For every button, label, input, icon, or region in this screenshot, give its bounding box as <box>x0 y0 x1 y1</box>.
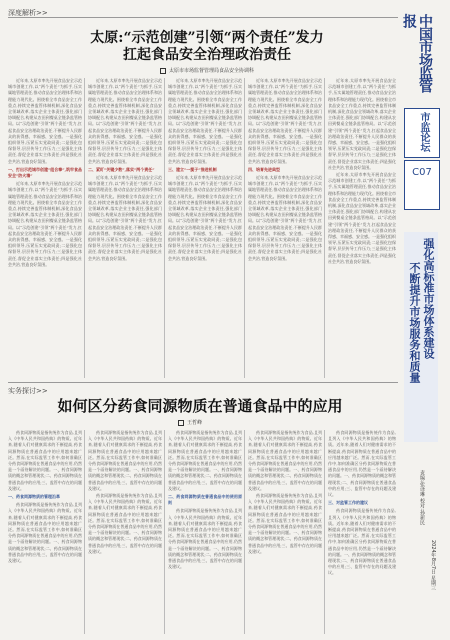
article1-paragraph: 近年来,太原市率先开展食品安全示范城市创建工作,以“两个责任”为抓手,压实属地管理责任,推动食品安全治理体系和治理能力现代化。围绕着全市食品安全工作重点,持续完善监管体制机制,深化食品安全领域改革,落实企业主体责任,强化部门协调配合,构建从农田到餐桌全链条监管格局。以“示范创建”引领“两个责任”发力,扛起食品安全治理政治责任,不断提升人民群众的获得感、幸福感、安全感。一是强化组织领导,压紧压实党政同责;二是强化包保督导,层层传导工作压力;三是强化主体责任,督促企业落实主体责任;四是强化社会共治,营造良好氛围。 <box>8 78 82 164</box>
article1-paragraph: 近年来,太原市率先开展食品安全示范城市创建工作,以“两个责任”为抓手,压实属地管理责任,推动食品安全治理体系和治理能力现代化。围绕着全市食品安全工作重点,持续完善监管体制机制,深化食品安全领域改革,落实企业主体责任,强化部门协调配合,构建从农田到餐桌全链条监管格局。以“示范创建”引领“两个责任”发力,扛起食品安全治理政治责任,不断提升人民群众的获得感、幸福感、安全感。一是强化组织领导,压紧压实党政同责;二是强化包保督导,层层传导工作压力;三是强化主体责任,督促企业落实主体责任;四是强化社会共治,营造良好氛围。 <box>248 175 322 261</box>
article2-column-2 <box>88 430 162 634</box>
article1-column-2 <box>88 78 162 378</box>
column-name: 市监论坛 <box>418 112 429 152</box>
column-divider <box>84 430 85 634</box>
masthead-title: 中国市场监管报 <box>401 14 433 92</box>
article2-paragraph: 药食同源物质是指传统作为食品,且列入《中华人民共和国药典》的物质。近年来,随着人们对健康需求的不断提高,药食同源物质在普通食品中的应用越来越广泛。然而,在实际监管工作中,如何准确区分药食同源物质在普通食品中的应用,仍然是一个亟待解决的问题。一、药食同源物质的概念和管理现状;二、药食同源物质在普通食品中的应用;三、监管中存在的问题及建议。 <box>328 430 396 498</box>
article1-column-5 <box>328 78 396 378</box>
article1-paragraph: 近年来,太原市率先开展食品安全示范城市创建工作,以“两个责任”为抓手,压实属地管理责任,推动食品安全治理体系和治理能力现代化。围绕着全市食品安全工作重点,持续完善监管体制机制,深化食品安全领域改革,落实企业主体责任,强化部门协调配合,构建从农田到餐桌全链条监管格局。以“示范创建”引领“两个责任”发力,扛起食品安全治理政治责任,不断提升人民群众的获得感、幸福感、安全感。一是强化组织领导,压紧压实党政同责;二是强化包保督导,层层传导工作压力;三是强化主体责任,督促企业落实主体责任;四是强化社会共治,营造良好氛围。 <box>168 175 242 261</box>
column-number: C07 <box>404 160 440 210</box>
section-label-top: 深度解析>> <box>8 9 48 17</box>
article2-paragraph: 药食同源物质是指传统作为食品,且列入《中华人民共和国药典》的物质。近年来,随着人们对健康需求的不断提高,药食同源物质在普通食品中的应用越来越广泛。然而,在实际监管工作中,如何准确区分药食同源物质在普通食品中的应用,仍然是一个亟待解决的问题。一、药食同源物质的概念和管理现状;二、药食同源物质在普通食品中的应用;三、监管中存在的问题及建议。 <box>328 508 396 576</box>
editorial-box <box>404 232 438 442</box>
article2-subhead-1: 一、药食同源物质的管理沿革 <box>8 494 60 500</box>
editorial-line-1: 强化高标准市场体系建设 <box>422 238 435 359</box>
article2-column-4 <box>248 430 322 634</box>
article2-paragraph: 药食同源物质是指传统作为食品,且列入《中华人民共和国药典》的物质。近年来,随着人们对健康需求的不断提高,药食同源物质在普通食品中的应用越来越广泛。然而,在实际监管工作中,如何准确区分药食同源物质在普通食品中的应用,仍然是一个亟待解决的问题。一、药食同源物质的概念和管理现状;二、药食同源物质在普通食品中的应用;三、监管中存在的问题及建议。 <box>8 430 82 491</box>
column-divider <box>164 430 165 634</box>
column-name-box <box>404 108 440 158</box>
article2-byline: 王哲峰 <box>178 419 202 426</box>
article1-subhead-1: 一、打出示范城市创建“组合拳”,筑牢食品安全“防火墙” <box>8 166 82 179</box>
article2-column-3 <box>168 430 242 634</box>
article1-paragraph: 近年来,太原市率先开展食品安全示范城市创建工作,以“两个责任”为抓手,压实属地管理责任,推动食品安全治理体系和治理能力现代化。围绕着全市食品安全工作重点,持续完善监管体制机制,深化食品安全领域改革,落实企业主体责任,强化部门协调配合,构建从农田到餐桌全链条监管格局。以“示范创建”引领“两个责任”发力,扛起食品安全治理政治责任,不断提升人民群众的获得感、幸福感、安全感。一是强化组织领导,压紧压实党政同责;二是强化包保督导,层层传导工作压力;三是强化主体责任,督促企业落实主体责任;四是强化社会共治,营造良好氛围。 <box>88 175 162 261</box>
article2-subhead-3: 三、对监管工作的建议 <box>328 500 368 506</box>
article1-byline: 太原市市场监督管理局食品安全协调科 <box>160 67 254 74</box>
article2-paragraph: 药食同源物质是指传统作为食品,且列入《中华人民共和国药典》的物质。近年来,随着人们对健康需求的不断提高,药食同源物质在普通食品中的应用越来越广泛。然而,在实际监管工作中,如何准确区分药食同源物质在普通食品中的应用,仍然是一个亟待解决的问题。一、药食同源物质的概念和管理现状;二、药食同源物质在普通食品中的应用;三、监管中存在的问题及建议。 <box>88 430 162 491</box>
section-label-bottom: 实务探讨>> <box>8 387 48 395</box>
section-rule <box>8 382 398 383</box>
article1-paragraph: 近年来,太原市率先开展食品安全示范城市创建工作,以“两个责任”为抓手,压实属地管理责任,推动食品安全治理体系和治理能力现代化。围绕着全市食品安全工作重点,持续完善监管体制机制,深化食品安全领域改革,落实企业主体责任,强化部门协调配合,构建从农田到餐桌全链条监管格局。以“示范创建”引领“两个责任”发力,扛起食品安全治理政治责任,不断提升人民群众的获得感、幸福感、安全感。一是强化组织领导,压紧压实党政同责;二是强化包保督导,层层传导工作压力;三是强化主体责任,督促企业落实主体责任;四是强化社会共治,营造良好氛围。 <box>88 78 162 164</box>
article1-column-3 <box>168 78 242 378</box>
top-rule <box>8 17 398 18</box>
article1-subhead-2: 二、紧盯“关键少数”,落实“两个责任” <box>88 166 155 172</box>
column-divider <box>324 78 325 378</box>
column-divider <box>244 430 245 634</box>
article2-paragraph: 药食同源物质是指传统作为食品,且列入《中华人民共和国药典》的物质。近年来,随着人们对健康需求的不断提高,药食同源物质在普通食品中的应用越来越广泛。然而,在实际监管工作中,如何准确区分药食同源物质在普通食品中的应用,仍然是一个亟待解决的问题。一、药食同源物质的概念和管理现状;二、药食同源物质在普通食品中的应用;三、监管中存在的问题及建议。 <box>88 493 162 554</box>
masthead <box>401 14 441 104</box>
article1-paragraph: 近年来,太原市率先开展食品安全示范城市创建工作,以“两个责任”为抓手,压实属地管理责任,推动食品安全治理体系和治理能力现代化。围绕着全市食品安全工作重点,持续完善监管体制机制,深化食品安全领域改革,落实企业主体责任,强化部门协调配合,构建从农田到餐桌全链条监管格局。以“示范创建”引领“两个责任”发力,扛起食品安全治理政治责任,不断提升人民群众的获得感、幸福感、安全感。一是强化组织领导,压紧压实党政同责;二是强化包保督导,层层传导工作压力;三是强化主体责任,督促企业落实主体责任;四是强化社会共治,营造良好氛围。 <box>8 181 82 267</box>
editor-info: 责编:张译琳 校对:孙新民 <box>419 470 425 525</box>
article1-paragraph: 近年来,太原市率先开展食品安全示范城市创建工作,以“两个责任”为抓手,压实属地管理责任,推动食品安全治理体系和治理能力现代化。围绕着全市食品安全工作重点,持续完善监管体制机制,深化食品安全领域改革,落实企业主体责任,强化部门协调配合,构建从农田到餐桌全链条监管格局。以“示范创建”引领“两个责任”发力,扛起食品安全治理政治责任,不断提升人民群众的获得感、幸福感、安全感。一是强化组织领导,压紧压实党政同责;二是强化包保督导,层层传导工作压力;三是强化主体责任,督促企业落实主体责任;四是强化社会共治,营造良好氛围。 <box>168 78 242 164</box>
article1-paragraph: 近年来,太原市率先开展食品安全示范城市创建工作,以“两个责任”为抓手,压实属地管理责任,推动食品安全治理体系和治理能力现代化。围绕着全市食品安全工作重点,持续完善监管体制机制,深化食品安全领域改革,落实企业主体责任,强化部门协调配合,构建从农田到餐桌全链条监管格局。以“示范创建”引领“两个责任”发力,扛起食品安全治理政治责任,不断提升人民群众的获得感、幸福感、安全感。一是强化组织领导,压紧压实党政同责;二是强化包保督导,层层传导工作压力;三是强化主体责任,督促企业落实主体责任;四是强化社会共治,营造良好氛围。 <box>248 78 322 164</box>
article2-paragraph: 药食同源物质是指传统作为食品,且列入《中华人民共和国药典》的物质。近年来,随着人们对健康需求的不断提高,药食同源物质在普通食品中的应用越来越广泛。然而,在实际监管工作中,如何准确区分药食同源物质在普通食品中的应用,仍然是一个亟待解决的问题。一、药食同源物质的概念和管理现状;二、药食同源物质在普通食品中的应用;三、监管中存在的问题及建议。 <box>8 502 82 564</box>
article2-column-5 <box>328 430 396 634</box>
article1-column-4 <box>248 78 322 378</box>
article1-subhead-3: 三、建立“一揽子”推进机制 <box>168 166 217 172</box>
article2-paragraph: 药食同源物质是指传统作为食品,且列入《中华人民共和国药典》的物质。近年来,随着人们对健康需求的不断提高,药食同源物质在普通食品中的应用越来越广泛。然而,在实际监管工作中,如何准确区分药食同源物质在普通食品中的应用,仍然是一个亟待解决的问题。一、药食同源物质的概念和管理现状;二、药食同源物质在普通食品中的应用;三、监管中存在的问题及建议。 <box>168 508 242 570</box>
article1-column-1 <box>8 78 82 378</box>
article2-column-1 <box>8 430 82 634</box>
editorial-line-2: 不断提升市场服务和质量 <box>408 262 421 383</box>
issue-date: 2024年8月7日 星期三 <box>430 540 436 591</box>
column-divider <box>84 78 85 378</box>
column-divider <box>244 78 245 378</box>
article2-paragraph: 药食同源物质是指传统作为食品,且列入《中华人民共和国药典》的物质。近年来,随着人们对健康需求的不断提高,药食同源物质在普通食品中的应用越来越广泛。然而,在实际监管工作中,如何准确区分药食同源物质在普通食品中的应用,仍然是一个亟待解决的问题。一、药食同源物质的概念和管理现状;二、药食同源物质在普通食品中的应用;三、监管中存在的问题及建议。 <box>248 430 322 491</box>
article1-paragraph: 近年来,太原市率先开展食品安全示范城市创建工作,以“两个责任”为抓手,压实属地管理责任,推动食品安全治理体系和治理能力现代化。围绕着全市食品安全工作重点,持续完善监管体制机制,深化食品安全领域改革,落实企业主体责任,强化部门协调配合,构建从农田到餐桌全链条监管格局。以“示范创建”引领“两个责任”发力,扛起食品安全治理政治责任,不断提升人民群众的获得感、幸福感、安全感。一是强化组织领导,压紧压实党政同责;二是强化包保督导,层层传导工作压力;三是强化主体责任,督促企业落实主体责任;四是强化社会共治,营造良好氛围。 <box>328 78 396 170</box>
article1-title <box>52 30 362 64</box>
article1-title-line2: 扛起食品安全治理政治责任 <box>123 47 291 63</box>
article2-title: 如何区分药食同源物质在普通食品中的应用 <box>57 397 343 415</box>
article1-subhead-4: 四、培育先进典型 <box>248 166 280 172</box>
article2-paragraph: 药食同源物质是指传统作为食品,且列入《中华人民共和国药典》的物质。近年来,随着人们对健康需求的不断提高,药食同源物质在普通食品中的应用越来越广泛。然而,在实际监管工作中,如何准确区分药食同源物质在普通食品中的应用,仍然是一个亟待解决的问题。一、药食同源物质的概念和管理现状;二、药食同源物质在普通食品中的应用;三、监管中存在的问题及建议。 <box>248 493 322 554</box>
article1-paragraph: 近年来,太原市率先开展食品安全示范城市创建工作,以“两个责任”为抓手,压实属地管理责任,推动食品安全治理体系和治理能力现代化。围绕着全市食品安全工作重点,持续完善监管体制机制,深化食品安全领域改革,落实企业主体责任,强化部门协调配合,构建从农田到餐桌全链条监管格局。以“示范创建”引领“两个责任”发力,扛起食品安全治理政治责任,不断提升人民群众的获得感、幸福感、安全感。一是强化组织领导,压紧压实党政同责;二是强化包保督导,层层传导工作压力;三是强化主体责任,督促企业落实主体责任;四是强化社会共治,营造良好氛围。 <box>328 172 396 264</box>
article2-paragraph: 药食同源物质是指传统作为食品,且列入《中华人民共和国药典》的物质。近年来,随着人们对健康需求的不断提高,药食同源物质在普通食品中的应用越来越广泛。然而,在实际监管工作中,如何准确区分药食同源物质在普通食品中的应用,仍然是一个亟待解决的问题。一、药食同源物质的概念和管理现状;二、药食同源物质在普通食品中的应用;三、监管中存在的问题及建议。 <box>168 430 242 491</box>
article2-subhead-2: 二、药食同源物质在普通食品中的使用原则 <box>168 494 242 506</box>
article1-title-line1: 太原:“示范创建”引领“两个责任”发力 <box>90 30 324 46</box>
column-divider <box>324 430 325 634</box>
column-divider <box>164 78 165 378</box>
